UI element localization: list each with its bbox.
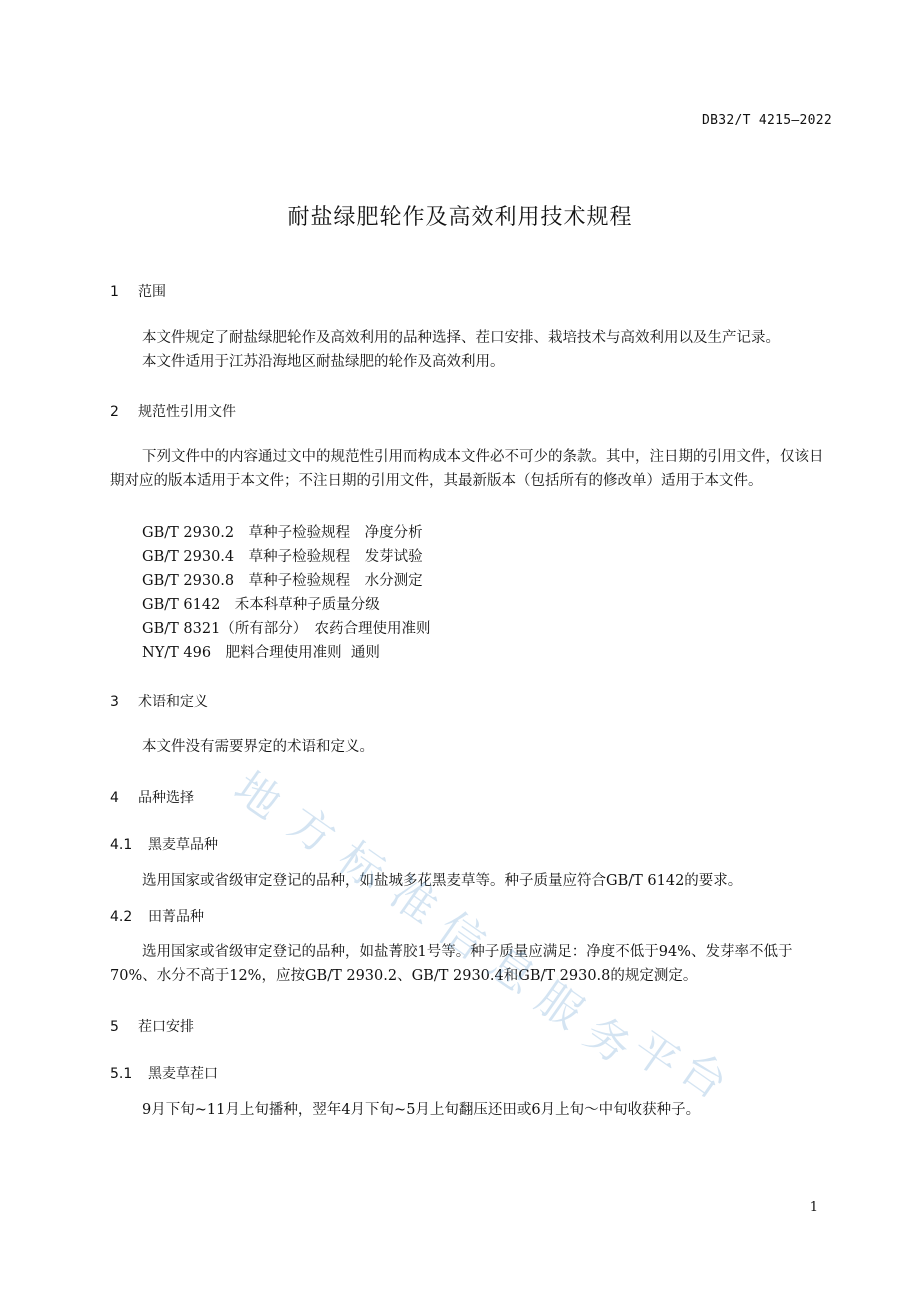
- subsection-4-1-heading: [110, 834, 218, 854]
- subsection-title: 黑麦草茬口: [148, 1066, 218, 1082]
- paragraph: 本文件适用于江苏沿海地区耐盐绿肥的轮作及高效利用。: [142, 354, 505, 370]
- subsection-5-1-heading: [110, 1063, 218, 1083]
- section-number: 1: [110, 284, 119, 300]
- watermark-char: 标: [328, 832, 395, 900]
- reference-item: GB/T 2930.2 草种子检验规程 净度分析: [142, 525, 423, 541]
- section-4-heading: [110, 787, 194, 807]
- watermark-char: 服: [526, 972, 593, 1040]
- reference-item: NY/T 496 肥料合理使用准则 通则: [142, 645, 380, 661]
- watermark-char: 方: [278, 797, 345, 865]
- section-number: 5: [110, 1019, 119, 1035]
- watermark-char: 台: [670, 1042, 737, 1110]
- reference-item: GB/T 8321（所有部分） 农药合理使用准则: [142, 621, 431, 637]
- reference-item: GB/T 2930.8 草种子检验规程 水分测定: [142, 573, 423, 589]
- section-title: 规范性引用文件: [138, 404, 236, 420]
- subsection-number: 4.2: [110, 909, 133, 925]
- subsection-title: 黑麦草品种: [148, 837, 218, 853]
- paragraph: 本文件没有需要界定的术语和定义。: [142, 739, 374, 755]
- watermark-char: 地: [224, 762, 291, 830]
- reference-item: GB/T 6142 禾本科草种子质量分级: [142, 597, 380, 613]
- paragraph: 本文件规定了耐盐绿肥轮作及高效利用的品种选择、茬口安排、栽培技术与高效利用以及生产记录。: [142, 330, 780, 346]
- section-title: 术语和定义: [138, 694, 208, 710]
- document-title: 耐盐绿肥轮作及高效利用技术规程: [287, 205, 633, 230]
- section-number: 2: [110, 404, 119, 420]
- section-1-heading: [110, 281, 166, 301]
- section-number: 3: [110, 694, 119, 710]
- section-2-heading: [110, 401, 236, 421]
- section-3-heading: [110, 691, 208, 711]
- section-number: 4: [110, 790, 119, 806]
- paragraph: 9月下旬~11月上旬播种，翌年4月下旬~5月上旬翻压还田或6月上旬～中旬收获种子。: [142, 1102, 701, 1118]
- document-code: DB32/T 4215—2022: [701, 113, 832, 128]
- reference-item: GB/T 2930.4 草种子检验规程 发芽试验: [142, 549, 423, 565]
- section-5-heading: [110, 1016, 194, 1036]
- section-title: 品种选择: [138, 790, 194, 806]
- watermark-char: 平: [622, 1022, 689, 1090]
- watermark-char: 信: [428, 902, 495, 970]
- paragraph: 选用国家或省级审定登记的品种，如盐菁胶1号等。种子质量应满足：净度不低于94%、发芽率不低于70%、水分不高于12%，应按GB/T 2930.2、GB/T 2930.4和GB/T 2930.8的规定测定。: [110, 944, 793, 984]
- subsection-4-2-heading: [110, 906, 204, 926]
- subsection-number: 5.1: [110, 1066, 133, 1082]
- page-number: 1: [809, 1200, 818, 1215]
- watermark-char: 务: [574, 1007, 641, 1075]
- section-title: 范围: [138, 284, 166, 300]
- subsection-title: 田菁品种: [148, 909, 204, 925]
- watermark-char: 准: [380, 867, 447, 935]
- section-title: 茬口安排: [138, 1019, 194, 1035]
- subsection-number: 4.1: [110, 837, 133, 853]
- watermark-char: 息: [478, 937, 545, 1005]
- paragraph: 下列文件中的内容通过文中的规范性引用而构成本文件必不可少的条款。其中，注日期的引用文件，仅该日期对应的版本适用于本文件；不注日期的引用文件，其最新版本（包括所有的修改单）适用于本文件。: [110, 449, 824, 489]
- paragraph: 选用国家或省级审定登记的品种，如盐城多花黑麦草等。种子质量应符合GB/T 6142的要求。: [142, 873, 743, 889]
